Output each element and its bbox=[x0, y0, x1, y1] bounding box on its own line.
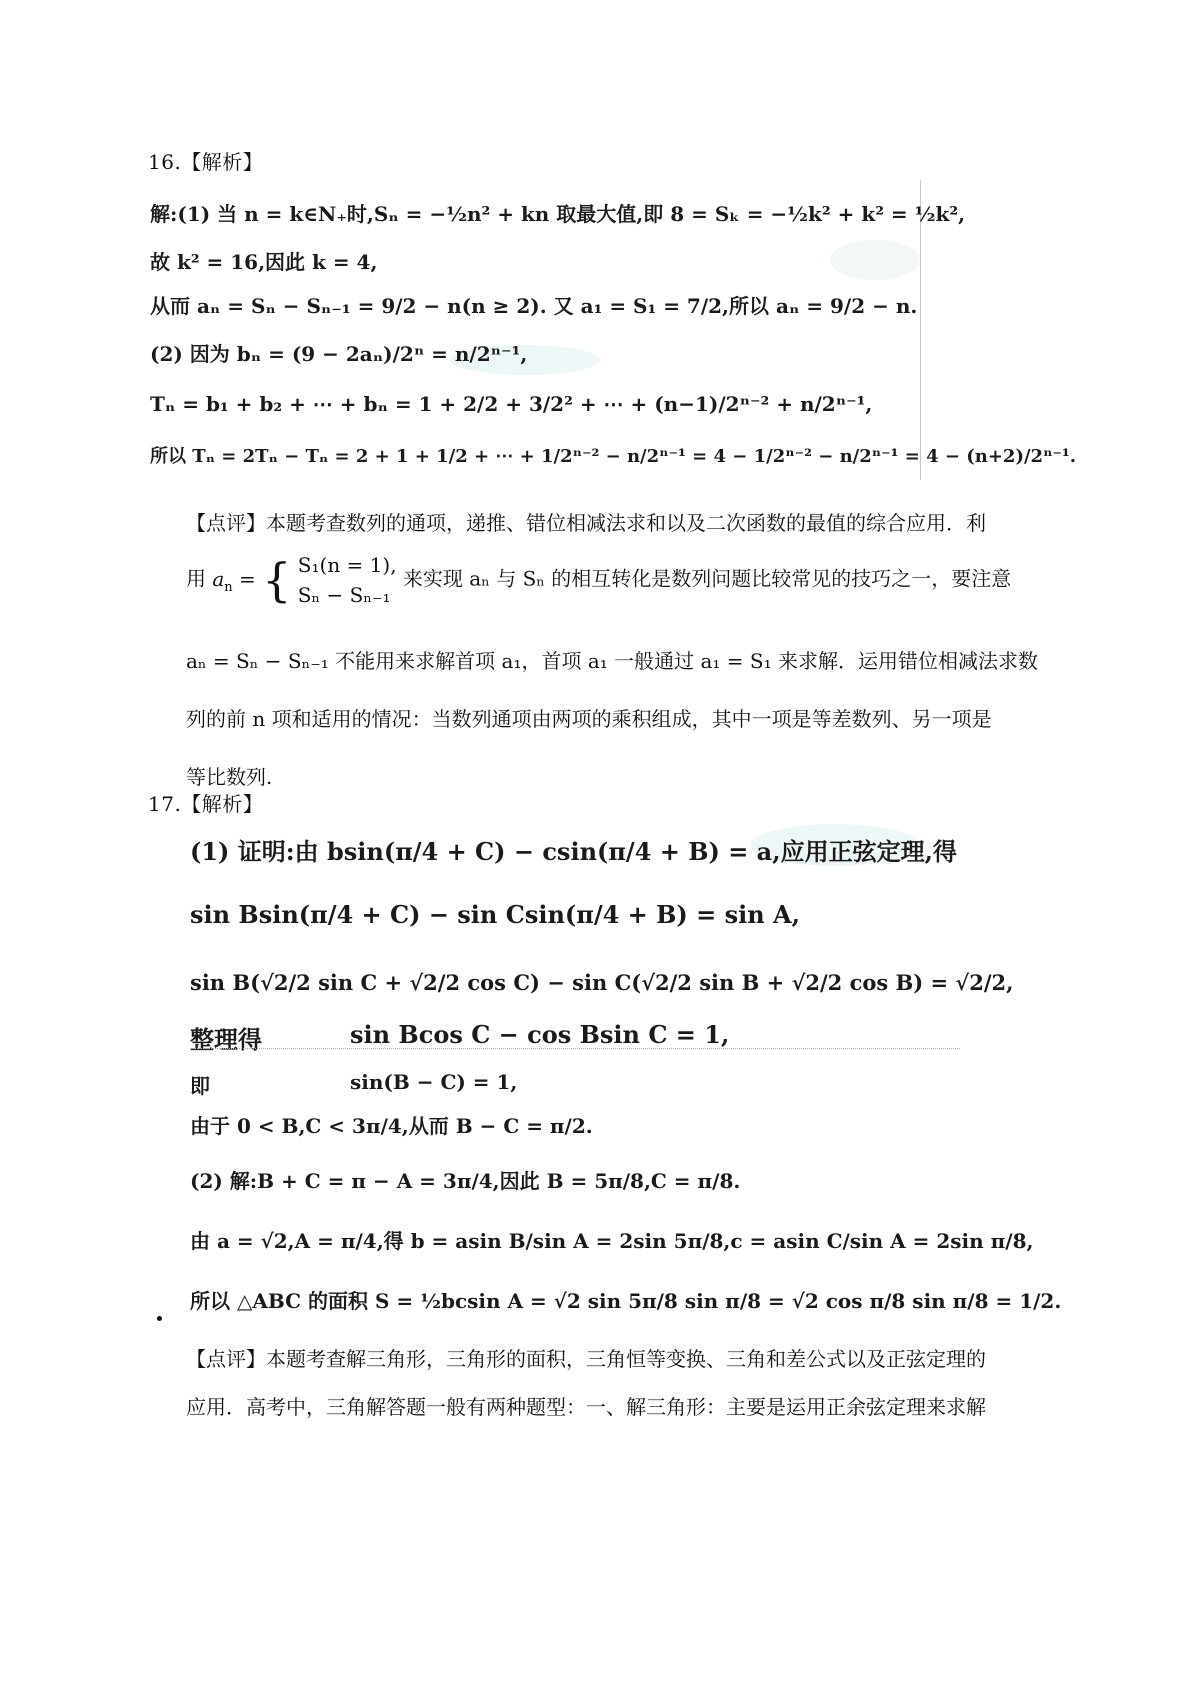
q17-sol-line-1: (1) 证明:由 bsin(π/4 + C) − csin(π/4 + B) = a,应用正弦定理,得 bbox=[190, 837, 957, 866]
q16-comment-line-2 bbox=[186, 550, 1011, 610]
q17-sol-line-9: 所以 △ABC 的面积 S = ½bcsin A = √2 sin 5π/8 sin π/8 = √2 cos π/8 sin π/8 = 1/2. bbox=[190, 1289, 1062, 1313]
q16-sol-line-5: Tₙ = b₁ + b₂ + ⋯ + bₙ = 1 + 2/2 + 3/2² + ⋯ + (n−1)/2ⁿ⁻² + n/2ⁿ⁻¹, bbox=[150, 392, 873, 416]
q17-sol-line-5-label: 即 bbox=[190, 1074, 210, 1098]
formula-an: $a_n$ = bbox=[212, 566, 256, 595]
q17-sol-line-6: 由于 0 < B,C < 3π/4,从而 B − C = π/2. bbox=[190, 1114, 593, 1138]
q16-comment-line-5: 等比数列. bbox=[186, 765, 273, 789]
q16-comment-line-1: 【点评】本题考查数列的通项，递推、错位相减法求和以及二次函数的最值的综合应用．利 bbox=[186, 511, 986, 535]
q17-comment bbox=[186, 1330, 986, 1450]
q16-comment-line-4: 列的前 n 项和适用的情况：当数列通项由两项的乘积组成，其中一项是等差数列、另一项是 bbox=[186, 707, 992, 731]
scan-smudge bbox=[830, 240, 920, 280]
q17-sol-line-5: sin(B − C) = 1, bbox=[350, 1070, 518, 1094]
q17-sol-line-4-label: 整理得 bbox=[190, 1025, 262, 1054]
piecewise-cases bbox=[298, 550, 397, 610]
q17-sol-line-8: 由 a = √2,A = π/4,得 b = asin B/sin A = 2sin 5π/8,c = asin C/sin A = 2sin π/8, bbox=[190, 1229, 1034, 1253]
q17-comment-line-2: 应用．高考中，三角解答题一般有两种题型：一、解三角形：主要是运用正余弦定理来求解 bbox=[186, 1395, 986, 1419]
q17-sol-line-3: sin B(√2/2 sin C + √2/2 cos C) − sin C(√2/2 sin B + √2/2 cos B) = √2/2, bbox=[190, 970, 1014, 995]
dotted-separator bbox=[190, 1048, 960, 1049]
q17-sol-line-2: sin Bsin(π/4 + C) − sin Csin(π/4 + B) = sin A, bbox=[190, 900, 800, 929]
q16-comment bbox=[186, 494, 1038, 789]
q16-sol-line-6: 所以 Tₙ = 2Tₙ − Tₙ = 2 + 1 + 1/2 + ⋯ + 1/2ⁿ⁻² − n/2ⁿ⁻¹ = 4 − 1/2ⁿ⁻² − n/2ⁿ⁻¹ = 4 − (n+2)/2ⁿ⁻¹. bbox=[150, 446, 1077, 467]
q17-comment-line-1: 【点评】本题考查解三角形，三角形的面积，三角恒等变换、三角和差公式以及正弦定理的 bbox=[186, 1347, 986, 1371]
bullet-dot bbox=[157, 1316, 162, 1321]
piece-case-2: Sₙ − Sₙ₋₁ bbox=[297, 583, 391, 607]
q17-solution bbox=[190, 820, 1062, 1330]
q16-heading: 16.【解析】 bbox=[148, 150, 264, 174]
q17-sol-line-7: (2) 解:B + C = π − A = 3π/4,因此 B = 5π/8,C = π/8. bbox=[190, 1169, 741, 1193]
brace-symbol: { bbox=[262, 553, 292, 607]
q16-comment-line-3: aₙ = Sₙ − Sₙ₋₁ 不能用来求解首项 a₁，首项 a₁ 一般通过 a₁ = S₁ 来求解．运用错位相减法求数 bbox=[186, 649, 1038, 673]
q16-sol-line-4: (2) 因为 bₙ = (9 − 2aₙ)/2ⁿ = n/2ⁿ⁻¹, bbox=[150, 342, 528, 366]
q16-sol-line-3: 从而 aₙ = Sₙ − Sₙ₋₁ = 9/2 − n(n ≥ 2). 又 a₁ = S₁ = 7/2,所以 aₙ = 9/2 − n. bbox=[150, 294, 918, 318]
comment-text: 用 bbox=[186, 566, 206, 591]
q17-sol-line-4: sin Bcos C − cos Bsin C = 1, bbox=[350, 1020, 730, 1049]
piece-case-1: S₁(n = 1), bbox=[297, 553, 397, 577]
q16-sol-line-2: 故 k² = 16,因此 k = 4, bbox=[150, 250, 378, 274]
q16-sol-line-1: 解:(1) 当 n = k∈N₊时,Sₙ = −½n² + kn 取最大值,即 8 = Sₖ = −½k² + k² = ½k², bbox=[150, 202, 966, 226]
q16-solution bbox=[150, 180, 1077, 490]
q17-heading: 17.【解析】 bbox=[148, 792, 264, 816]
comment-text: 来实现 aₙ 与 Sₙ 的相互转化是数列问题比较常见的技巧之一，要注意 bbox=[402, 566, 1012, 591]
